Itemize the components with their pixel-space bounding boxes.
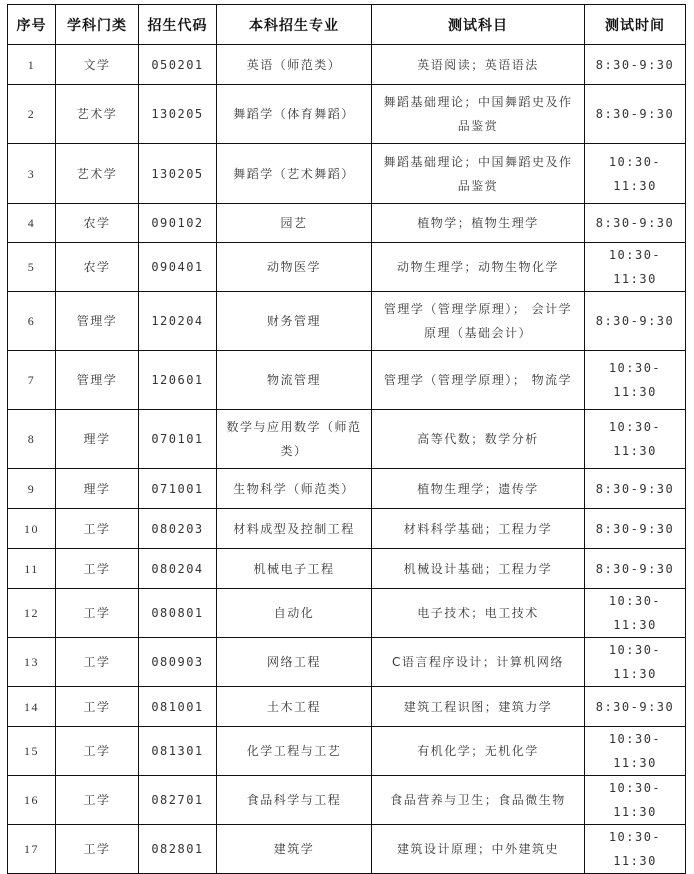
row-code: 080801: [139, 589, 217, 638]
row-category: 理学: [56, 410, 139, 469]
row-subjects: 管理学（管理学原理）； 物流学: [372, 351, 585, 410]
row-major: 自动化: [217, 589, 372, 638]
row-time: 8:30-9:30: [585, 204, 686, 243]
row-major: 土木工程: [217, 687, 372, 727]
row-code: 070101: [139, 410, 217, 469]
row-subjects: C语言程序设计；计算机网络: [372, 638, 585, 687]
row-subjects: 植物生理学；遗传学: [372, 469, 585, 509]
row-number: 17: [8, 825, 56, 874]
row-number: 9: [8, 469, 56, 509]
row-time: 8:30-9:30: [585, 292, 686, 351]
table-row: [8, 469, 686, 509]
row-number: 3: [8, 144, 56, 204]
table-row: [8, 243, 686, 292]
row-major: 化学工程与工艺: [217, 727, 372, 776]
table-row: [8, 727, 686, 776]
row-category: 工学: [56, 589, 139, 638]
row-code: 090102: [139, 204, 217, 243]
row-time: 10:30-11:30: [585, 825, 686, 874]
row-code: 120601: [139, 351, 217, 410]
row-time: 8:30-9:30: [585, 509, 686, 549]
row-major: 英语（师范类）: [217, 45, 372, 85]
row-subjects: 建筑设计原理；中外建筑史: [372, 825, 585, 874]
table-row: [8, 776, 686, 825]
header-time: 测试时间: [585, 5, 686, 45]
row-category: 农学: [56, 243, 139, 292]
table-row: [8, 45, 686, 85]
row-time: 8:30-9:30: [585, 687, 686, 727]
header-code: 招生代码: [139, 5, 217, 45]
row-code: 082701: [139, 776, 217, 825]
row-number: 6: [8, 292, 56, 351]
row-subjects: 管理学（管理学原理）； 会计学原理（基础会计）: [372, 292, 585, 351]
row-code: 130205: [139, 144, 217, 204]
row-category: 理学: [56, 469, 139, 509]
row-category: 农学: [56, 204, 139, 243]
row-time: 8:30-9:30: [585, 85, 686, 144]
row-code: 071001: [139, 469, 217, 509]
row-code: 130205: [139, 85, 217, 144]
row-time: 10:30-11:30: [585, 144, 686, 204]
row-code: 081301: [139, 727, 217, 776]
row-subjects: 植物学；植物生理学: [372, 204, 585, 243]
table-row: [8, 351, 686, 410]
row-major: 舞蹈学（艺术舞蹈）: [217, 144, 372, 204]
row-category: 工学: [56, 825, 139, 874]
row-subjects: 动物生理学；动物生物化学: [372, 243, 585, 292]
row-category: 工学: [56, 776, 139, 825]
row-number: 16: [8, 776, 56, 825]
row-subjects: 材料科学基础；工程力学: [372, 509, 585, 549]
row-time: 8:30-9:30: [585, 45, 686, 85]
row-time: 10:30-11:30: [585, 727, 686, 776]
row-major: 生物科学（师范类）: [217, 469, 372, 509]
row-code: 080204: [139, 549, 217, 589]
header-category: 学科门类: [56, 5, 139, 45]
row-subjects: 建筑工程识图；建筑力学: [372, 687, 585, 727]
row-number: 4: [8, 204, 56, 243]
row-time: 10:30-11:30: [585, 638, 686, 687]
header-number: 序号: [8, 5, 56, 45]
row-major: 动物医学: [217, 243, 372, 292]
row-subjects: 食品营养与卫生；食品微生物: [372, 776, 585, 825]
row-number: 2: [8, 85, 56, 144]
row-major: 物流管理: [217, 351, 372, 410]
row-subjects: 电子技术；电工技术: [372, 589, 585, 638]
row-number: 15: [8, 727, 56, 776]
row-number: 14: [8, 687, 56, 727]
row-category: 管理学: [56, 351, 139, 410]
row-subjects: 英语阅读；英语语法: [372, 45, 585, 85]
table-row: [8, 589, 686, 638]
row-subjects: 有机化学；无机化学: [372, 727, 585, 776]
row-time: 10:30-11:30: [585, 589, 686, 638]
row-category: 文学: [56, 45, 139, 85]
row-subjects: 机械设计基础；工程力学: [372, 549, 585, 589]
row-code: 082801: [139, 825, 217, 874]
row-code: 080903: [139, 638, 217, 687]
row-category: 工学: [56, 638, 139, 687]
row-number: 10: [8, 509, 56, 549]
row-code: 081001: [139, 687, 217, 727]
row-time: 10:30-11:30: [585, 410, 686, 469]
header-subjects: 测试科目: [372, 5, 585, 45]
exam-schedule-table: [7, 4, 686, 874]
row-number: 7: [8, 351, 56, 410]
row-code: 090401: [139, 243, 217, 292]
row-time: 8:30-9:30: [585, 469, 686, 509]
row-major: 材料成型及控制工程: [217, 509, 372, 549]
row-major: 财务管理: [217, 292, 372, 351]
table-row: [8, 825, 686, 874]
row-major: 食品科学与工程: [217, 776, 372, 825]
row-code: 080203: [139, 509, 217, 549]
row-major: 网络工程: [217, 638, 372, 687]
row-category: 艺术学: [56, 144, 139, 204]
table-row: [8, 292, 686, 351]
row-time: 10:30-11:30: [585, 243, 686, 292]
row-time: 10:30-11:30: [585, 351, 686, 410]
table-row: [8, 638, 686, 687]
row-subjects: 舞蹈基础理论；中国舞蹈史及作品鉴赏: [372, 85, 585, 144]
row-time: 8:30-9:30: [585, 549, 686, 589]
row-major: 机械电子工程: [217, 549, 372, 589]
table-row: [8, 410, 686, 469]
header-row: [8, 5, 686, 45]
row-major: 舞蹈学（体育舞蹈）: [217, 85, 372, 144]
row-major: 数学与应用数学（师范类）: [217, 410, 372, 469]
table-row: [8, 204, 686, 243]
row-category: 工学: [56, 727, 139, 776]
header-major: 本科招生专业: [217, 5, 372, 45]
row-subjects: 高等代数；数学分析: [372, 410, 585, 469]
table-row: [8, 509, 686, 549]
table-row: [8, 549, 686, 589]
row-code: 120204: [139, 292, 217, 351]
row-number: 1: [8, 45, 56, 85]
row-category: 艺术学: [56, 85, 139, 144]
row-number: 8: [8, 410, 56, 469]
row-number: 5: [8, 243, 56, 292]
row-category: 工学: [56, 687, 139, 727]
table-row: [8, 144, 686, 204]
row-category: 管理学: [56, 292, 139, 351]
table-row: [8, 687, 686, 727]
row-category: 工学: [56, 509, 139, 549]
row-category: 工学: [56, 549, 139, 589]
row-number: 13: [8, 638, 56, 687]
table-row: [8, 85, 686, 144]
row-code: 050201: [139, 45, 217, 85]
row-major: 建筑学: [217, 825, 372, 874]
row-number: 12: [8, 589, 56, 638]
row-number: 11: [8, 549, 56, 589]
row-subjects: 舞蹈基础理论；中国舞蹈史及作品鉴赏: [372, 144, 585, 204]
row-time: 10:30-11:30: [585, 776, 686, 825]
row-major: 园艺: [217, 204, 372, 243]
